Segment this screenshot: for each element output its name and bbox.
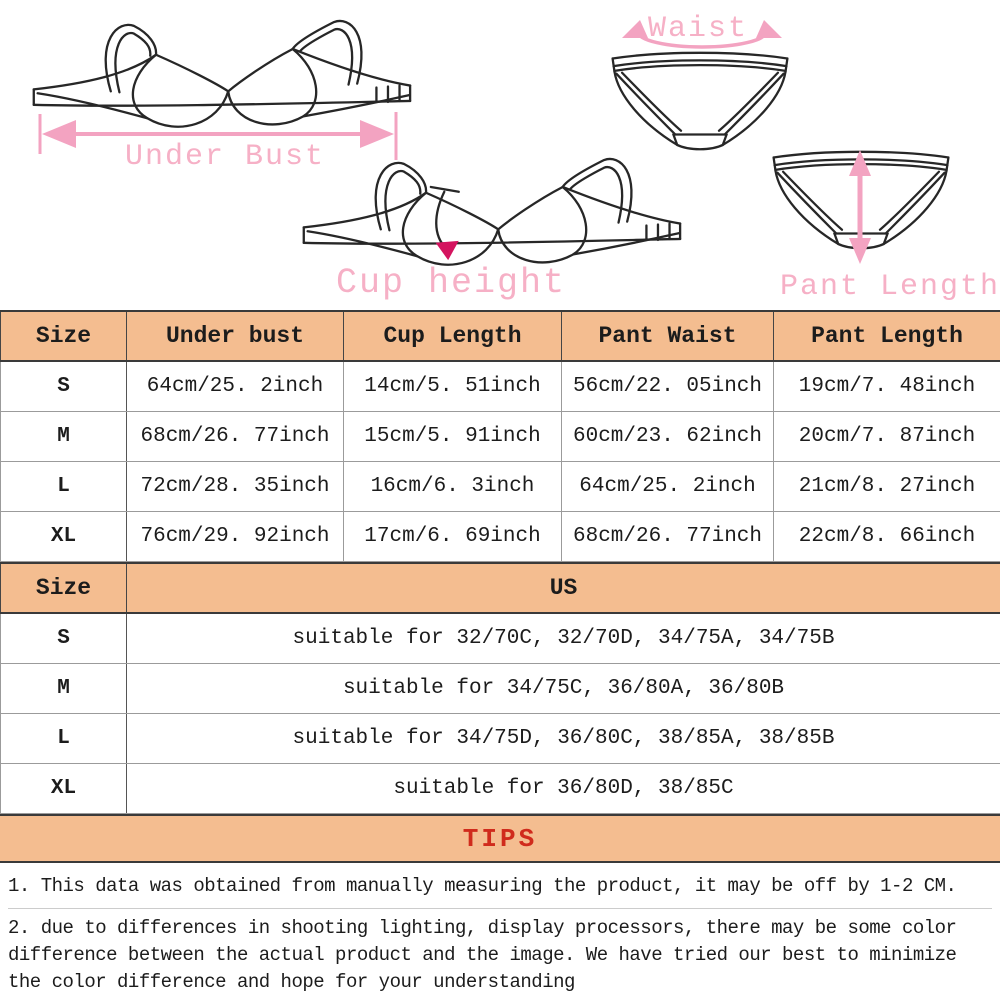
under-bust-cell: 72cm/28. 35inch <box>127 462 344 512</box>
measurements-header-row <box>1 311 1000 361</box>
size-cell: XL <box>1 512 127 562</box>
us-header-row <box>1 563 1000 613</box>
under-bust-label: Under Bust <box>125 140 326 174</box>
size-measurements-table <box>0 310 1000 562</box>
col-header-pant-waist: Pant Waist <box>562 311 774 361</box>
col-header-size: Size <box>1 563 127 613</box>
table-row <box>1 361 1000 412</box>
pant-length-label: Pant Length <box>780 270 1000 304</box>
us-size-table <box>0 562 1000 814</box>
tips-title: TIPS <box>462 823 538 854</box>
pant-length-cell: 19cm/7. 48inch <box>774 361 1000 412</box>
col-header-us: US <box>127 563 1000 613</box>
pant-length-cell: 20cm/7. 87inch <box>774 412 1000 462</box>
col-header-cup-length: Cup Length <box>344 311 562 361</box>
under-bust-cell: 68cm/26. 77inch <box>127 412 344 462</box>
cup-length-cell: 15cm/5. 91inch <box>344 412 562 462</box>
pant-length-arrow <box>844 150 876 264</box>
col-header-size: Size <box>1 311 127 361</box>
waist-label: Waist <box>648 12 749 46</box>
size-cell: S <box>1 613 127 664</box>
size-cell: XL <box>1 764 127 814</box>
cup-length-cell: 14cm/5. 51inch <box>344 361 562 412</box>
size-cell: L <box>1 714 127 764</box>
cup-length-cell: 17cm/6. 69inch <box>344 512 562 562</box>
pant-waist-cell: 68cm/26. 77inch <box>562 512 774 562</box>
pant-length-cell: 22cm/8. 66inch <box>774 512 1000 562</box>
size-cell: M <box>1 664 127 714</box>
notes-section <box>0 863 1000 1000</box>
pant-length-cell: 21cm/8. 27inch <box>774 462 1000 512</box>
pant-waist-cell: 56cm/22. 05inch <box>562 361 774 412</box>
table-row <box>1 462 1000 512</box>
table-row <box>1 664 1000 714</box>
size-cell: L <box>1 462 127 512</box>
table-row <box>1 412 1000 462</box>
col-header-pant-length: Pant Length <box>774 311 1000 361</box>
size-cell: M <box>1 412 127 462</box>
cup-height-label: Cup height <box>336 263 567 303</box>
us-fit-cell: suitable for 34/75C, 36/80A, 36/80B <box>127 664 1000 714</box>
us-fit-cell: suitable for 36/80D, 38/85C <box>127 764 1000 814</box>
table-row <box>1 714 1000 764</box>
size-cell: S <box>1 361 127 412</box>
col-header-under-bust: Under bust <box>127 311 344 361</box>
note-measurement-tolerance: 1. This data was obtained from manually measuring the product, it may be off by 1-2 CM. <box>8 867 992 909</box>
bra-side-sketch <box>298 150 683 274</box>
table-row <box>1 613 1000 664</box>
us-fit-cell: suitable for 34/75D, 36/80C, 38/85A, 38/85B <box>127 714 1000 764</box>
note-color-difference: 2. due to differences in shooting lighting, display processors, there may be some color difference between the actual product and the image. We have tried our best to minimize the color difference and hope for your understanding <box>8 916 957 993</box>
us-fit-cell: suitable for 32/70C, 32/70D, 34/75A, 34/75B <box>127 613 1000 664</box>
table-row <box>1 764 1000 814</box>
table-row <box>1 512 1000 562</box>
pant-waist-cell: 64cm/25. 2inch <box>562 462 774 512</box>
under-bust-cell: 76cm/29. 92inch <box>127 512 344 562</box>
pant-waist-cell: 60cm/23. 62inch <box>562 412 774 462</box>
cup-length-cell: 16cm/6. 3inch <box>344 462 562 512</box>
measurement-diagrams <box>0 0 1000 310</box>
under-bust-cell: 64cm/25. 2inch <box>127 361 344 412</box>
tips-header <box>0 814 1000 863</box>
